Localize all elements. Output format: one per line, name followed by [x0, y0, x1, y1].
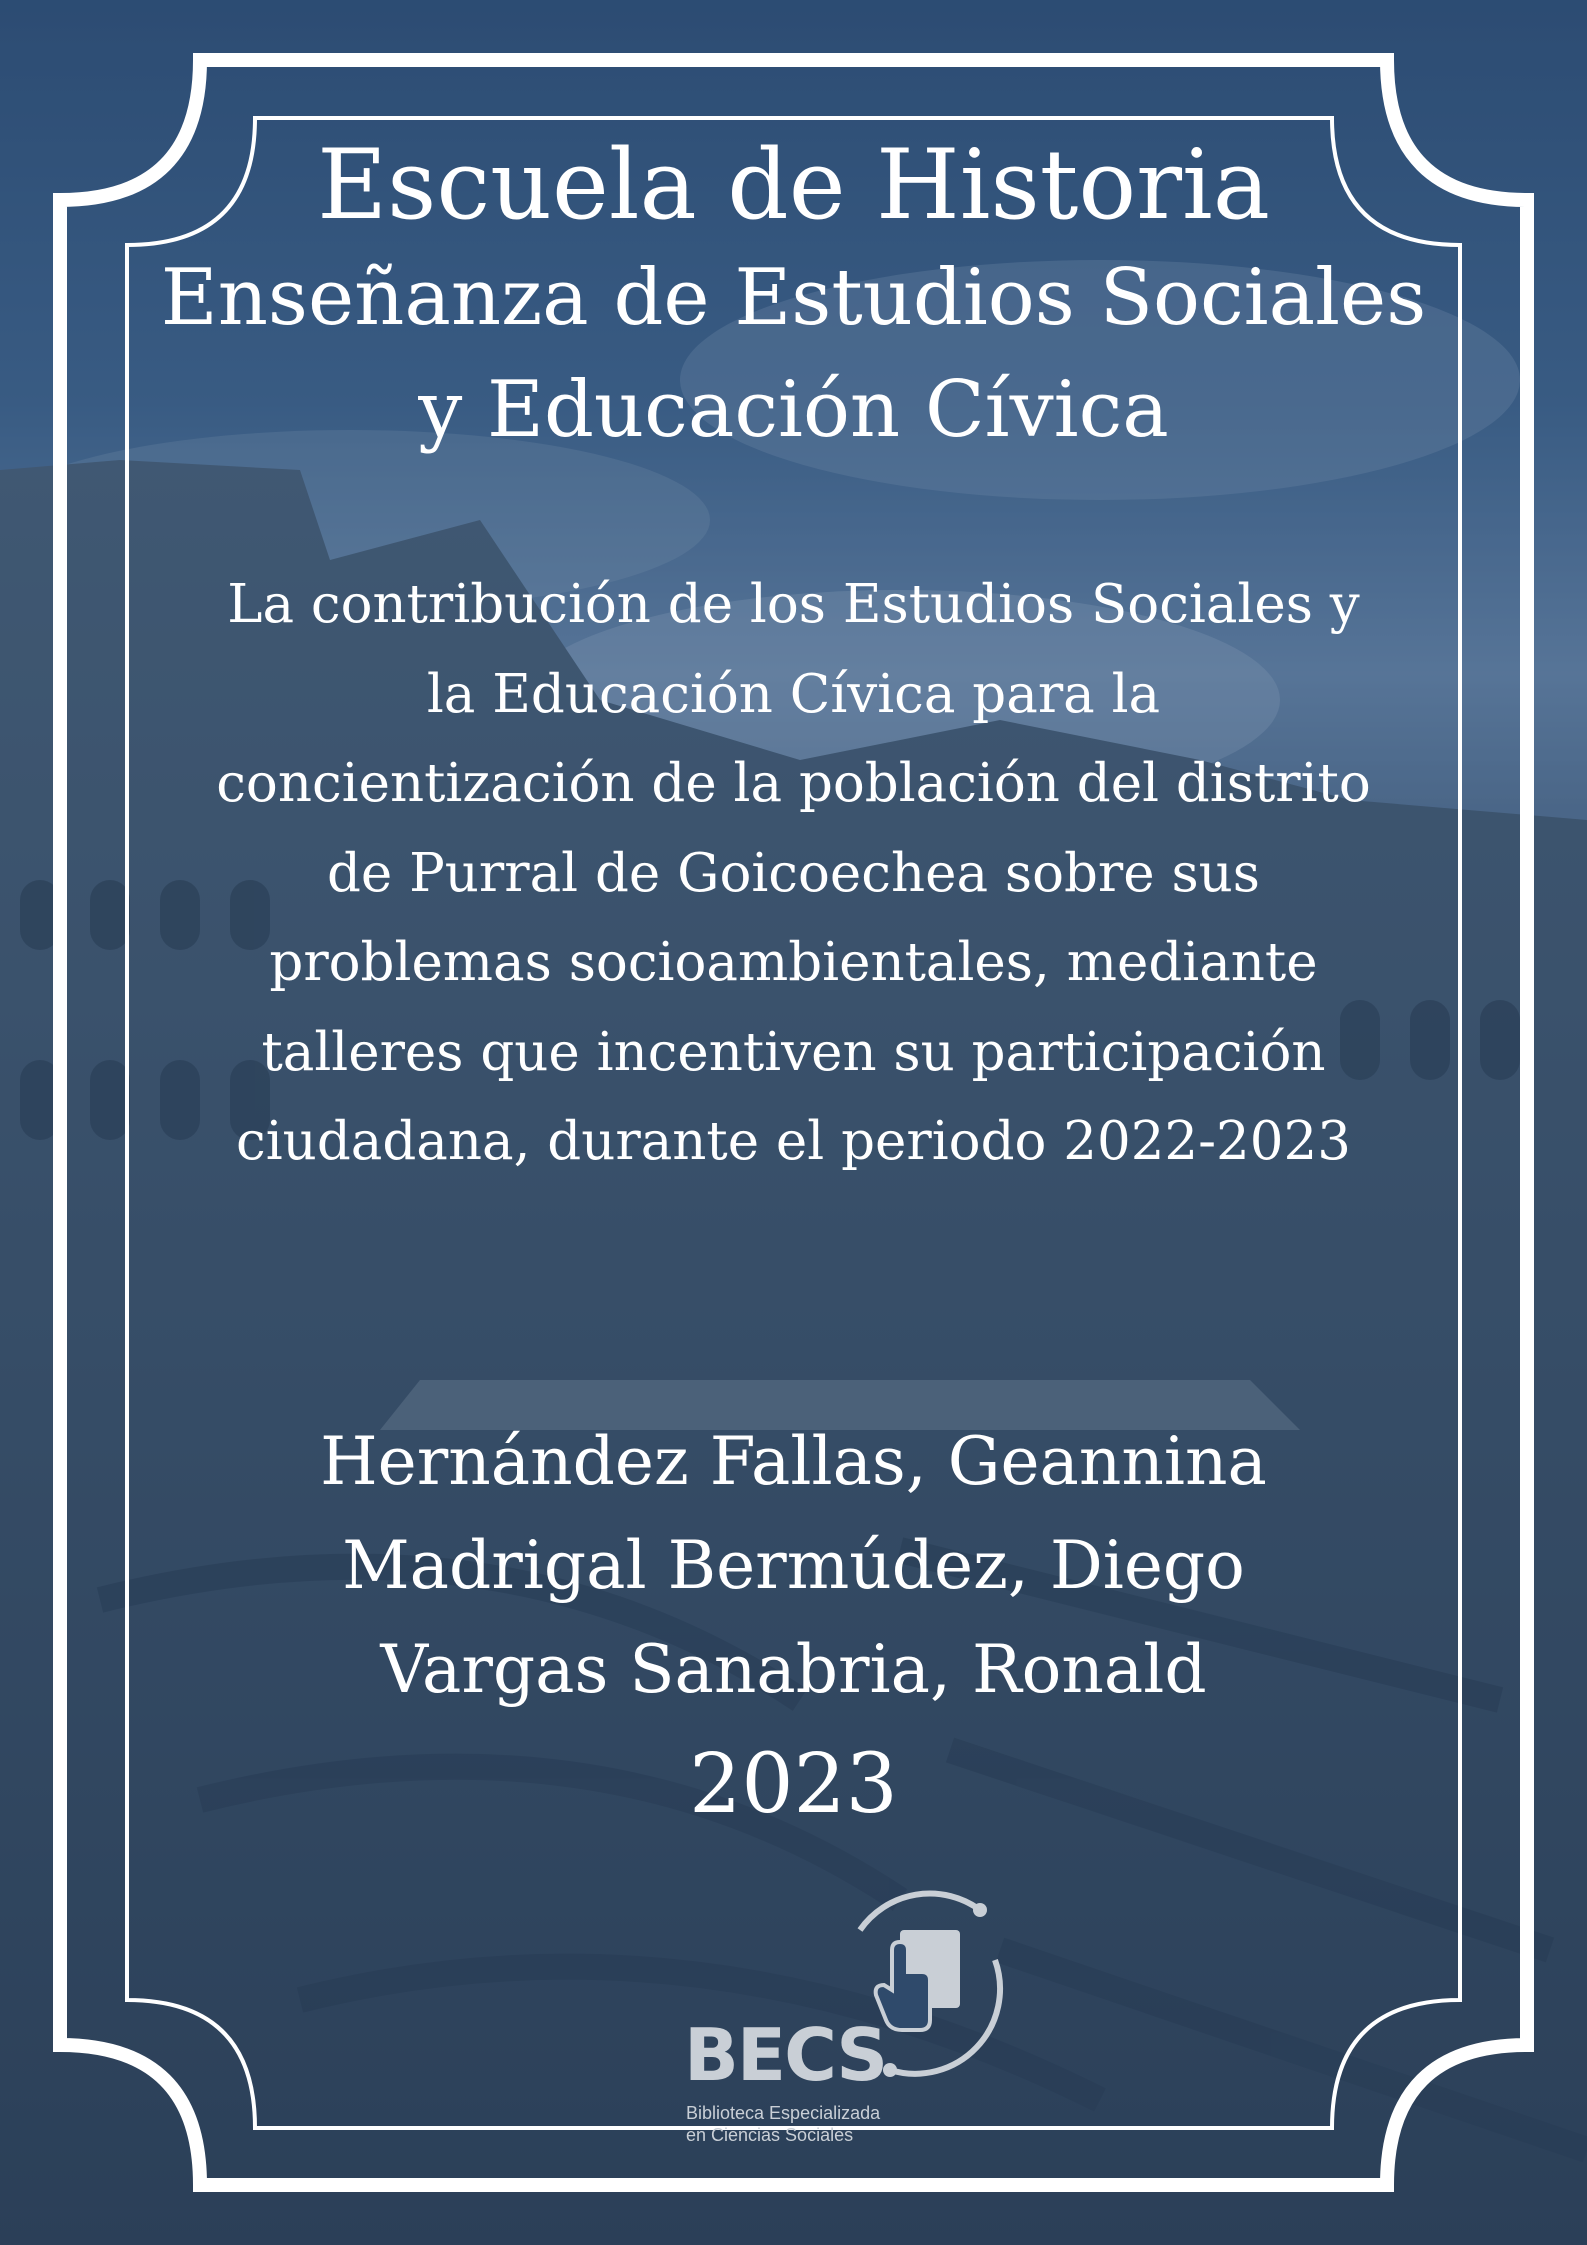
- program-line-1: Enseñanza de Estudios Sociales: [160, 253, 1427, 343]
- author-name: Vargas Sanabria, Ronald: [380, 1631, 1207, 1708]
- author-name: Hernández Fallas, Geannina: [320, 1423, 1267, 1500]
- logo-subtitle: en Ciencias Sociales: [686, 2125, 854, 2145]
- thesis-title-line: La contribución de los Estudios Sociales y: [227, 574, 1360, 635]
- thesis-title-line: de Purral de Goicoechea sobre sus: [326, 842, 1261, 904]
- thesis-title-line: problemas socioambientales, mediante: [269, 932, 1318, 993]
- thesis-title-line: la Educación Cívica para la: [426, 663, 1161, 725]
- publication-year: 2023: [689, 1737, 898, 1832]
- logo-subtitle: Biblioteca Especializada: [686, 2103, 881, 2123]
- becs-logo: [680, 1880, 1010, 2150]
- thesis-title: [150, 560, 1437, 1187]
- author-list: [0, 1410, 1587, 1722]
- thesis-title-line: talleres que incentiven su participación: [261, 1021, 1326, 1083]
- thesis-title-line: ciudadana, durante el periodo 2022-2023: [236, 1111, 1351, 1172]
- logo-wordmark: BECS: [684, 2013, 887, 2097]
- school-name: Escuela de Historia: [317, 129, 1270, 241]
- author-name: Madrigal Bermúdez, Diego: [342, 1527, 1245, 1604]
- program-line-2: y Educación Cívica: [418, 365, 1169, 455]
- thesis-title-line: concientización de la población del distrito: [216, 753, 1371, 814]
